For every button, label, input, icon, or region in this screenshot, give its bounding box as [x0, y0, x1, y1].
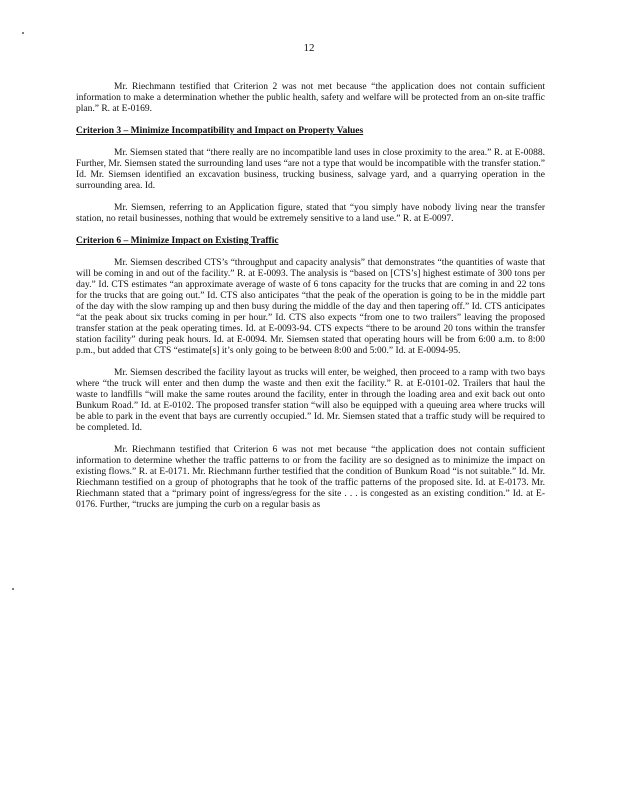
paragraph: Mr. Siemsen, referring to an Application figure, stated that “you simply have nobody living near the transfer station, no retail businesses, nothing that would be extremely sensitive to a land use.” R. at E-0097. — [76, 203, 545, 224]
section-heading-criterion-3: Criterion 3 – Minimize Incompatibility and Impact on Property Values — [76, 126, 364, 136]
paragraph: Mr. Siemsen described CTS’s “throughput and capacity analysis” that demonstrates “the quantities of waste that will be coming in and out of the facility.” R. at E-0093. The analysis is “based on [CTS’s] highest estimate of 300 tons per day.” Id. CTS estimates “an approximate average of waste of 6 tons capacity for the trucks that are coming in and 22 tons for the trucks that are going out.” Id. CTS also anticipates “that the peak of the operation is going to be in the middle part of the day with the slow ramping up and then busy during the middle of the day and then tapering off.” Id. CTS anticipates “at the peak about six trucks coming in per hour.” Id. CTS also expects “from one to two trailers” leaving the proposed transfer station at the peak operating times. Id. at E-0093-94. CTS expects “there to be around 20 tons within the transfer station facility” during peak hours. Id. at E-0094. Mr. Siemsen stated that operating hours will be from 6:00 a.m. to 8:00 p.m., but added that CTS “estimate[s] it’s only going to be between 8:00 and 5:00.” Id. at E-0094-95. — [76, 258, 545, 356]
document-body — [76, 82, 545, 511]
paragraph: Mr. Riechmann testified that Criterion 6 was not met because “the application does not contain sufficient information to determine whether the traffic patterns to or from the facility are so designed as to minimize the impact on existing flows.” R. at E-0171. Mr. Riechmann further testified that the condition of Bunkum Road “is not suitable.” Id. Mr. Riechmann testified on a group of photographs that he took of the traffic patterns of the proposed site. Id. at E-0173. Mr. Riechmann stated that a “primary point of ingress/egress for the site . . . is congested as an existing condition.” Id. at E-0176. Further, “trucks are jumping the curb on a regular basis as — [76, 445, 545, 510]
scan-speck — [12, 588, 14, 590]
page-number: 12 — [303, 42, 315, 54]
paragraph: Mr. Siemsen stated that “there really are no incompatible land uses in close proximity to the area.” R. at E-0088. Further, Mr. Siemsen stated the surrounding land uses “are not a type that would be incompatible with the transfer station.” Id. Mr. Siemsen identified an excavation business, trucking business, salvage yard, and a quarrying operation in the surrounding area. Id. — [76, 148, 545, 191]
paragraph: Mr. Riechmann testified that Criterion 2 was not met because “the application does not contain sufficient information to make a determination whether the public health, safety and welfare will be protected from an on-site traffic plan.” R. at E-0169. — [76, 82, 545, 114]
scan-speck — [22, 32, 24, 34]
paragraph: Mr. Siemsen described the facility layout as trucks will enter, be weighed, then proceed to a ramp with two bays where “the truck will enter and then dump the waste and then exit the facility.” R. at E-0101-02. Trailers that haul the waste to landfills “will make the same routes around the facility, enter in through the loading area and exit back out onto Bunkum Road.” Id. at E-0102. The proposed transfer station “will also be equipped with a queuing area where trucks will be able to park in the event that bays are currently occupied.” Id. Mr. Siemsen stated that a traffic study will be required to be completed. Id. — [76, 368, 545, 433]
section-heading-criterion-6: Criterion 6 – Minimize Impact on Existing Traffic — [76, 236, 279, 246]
